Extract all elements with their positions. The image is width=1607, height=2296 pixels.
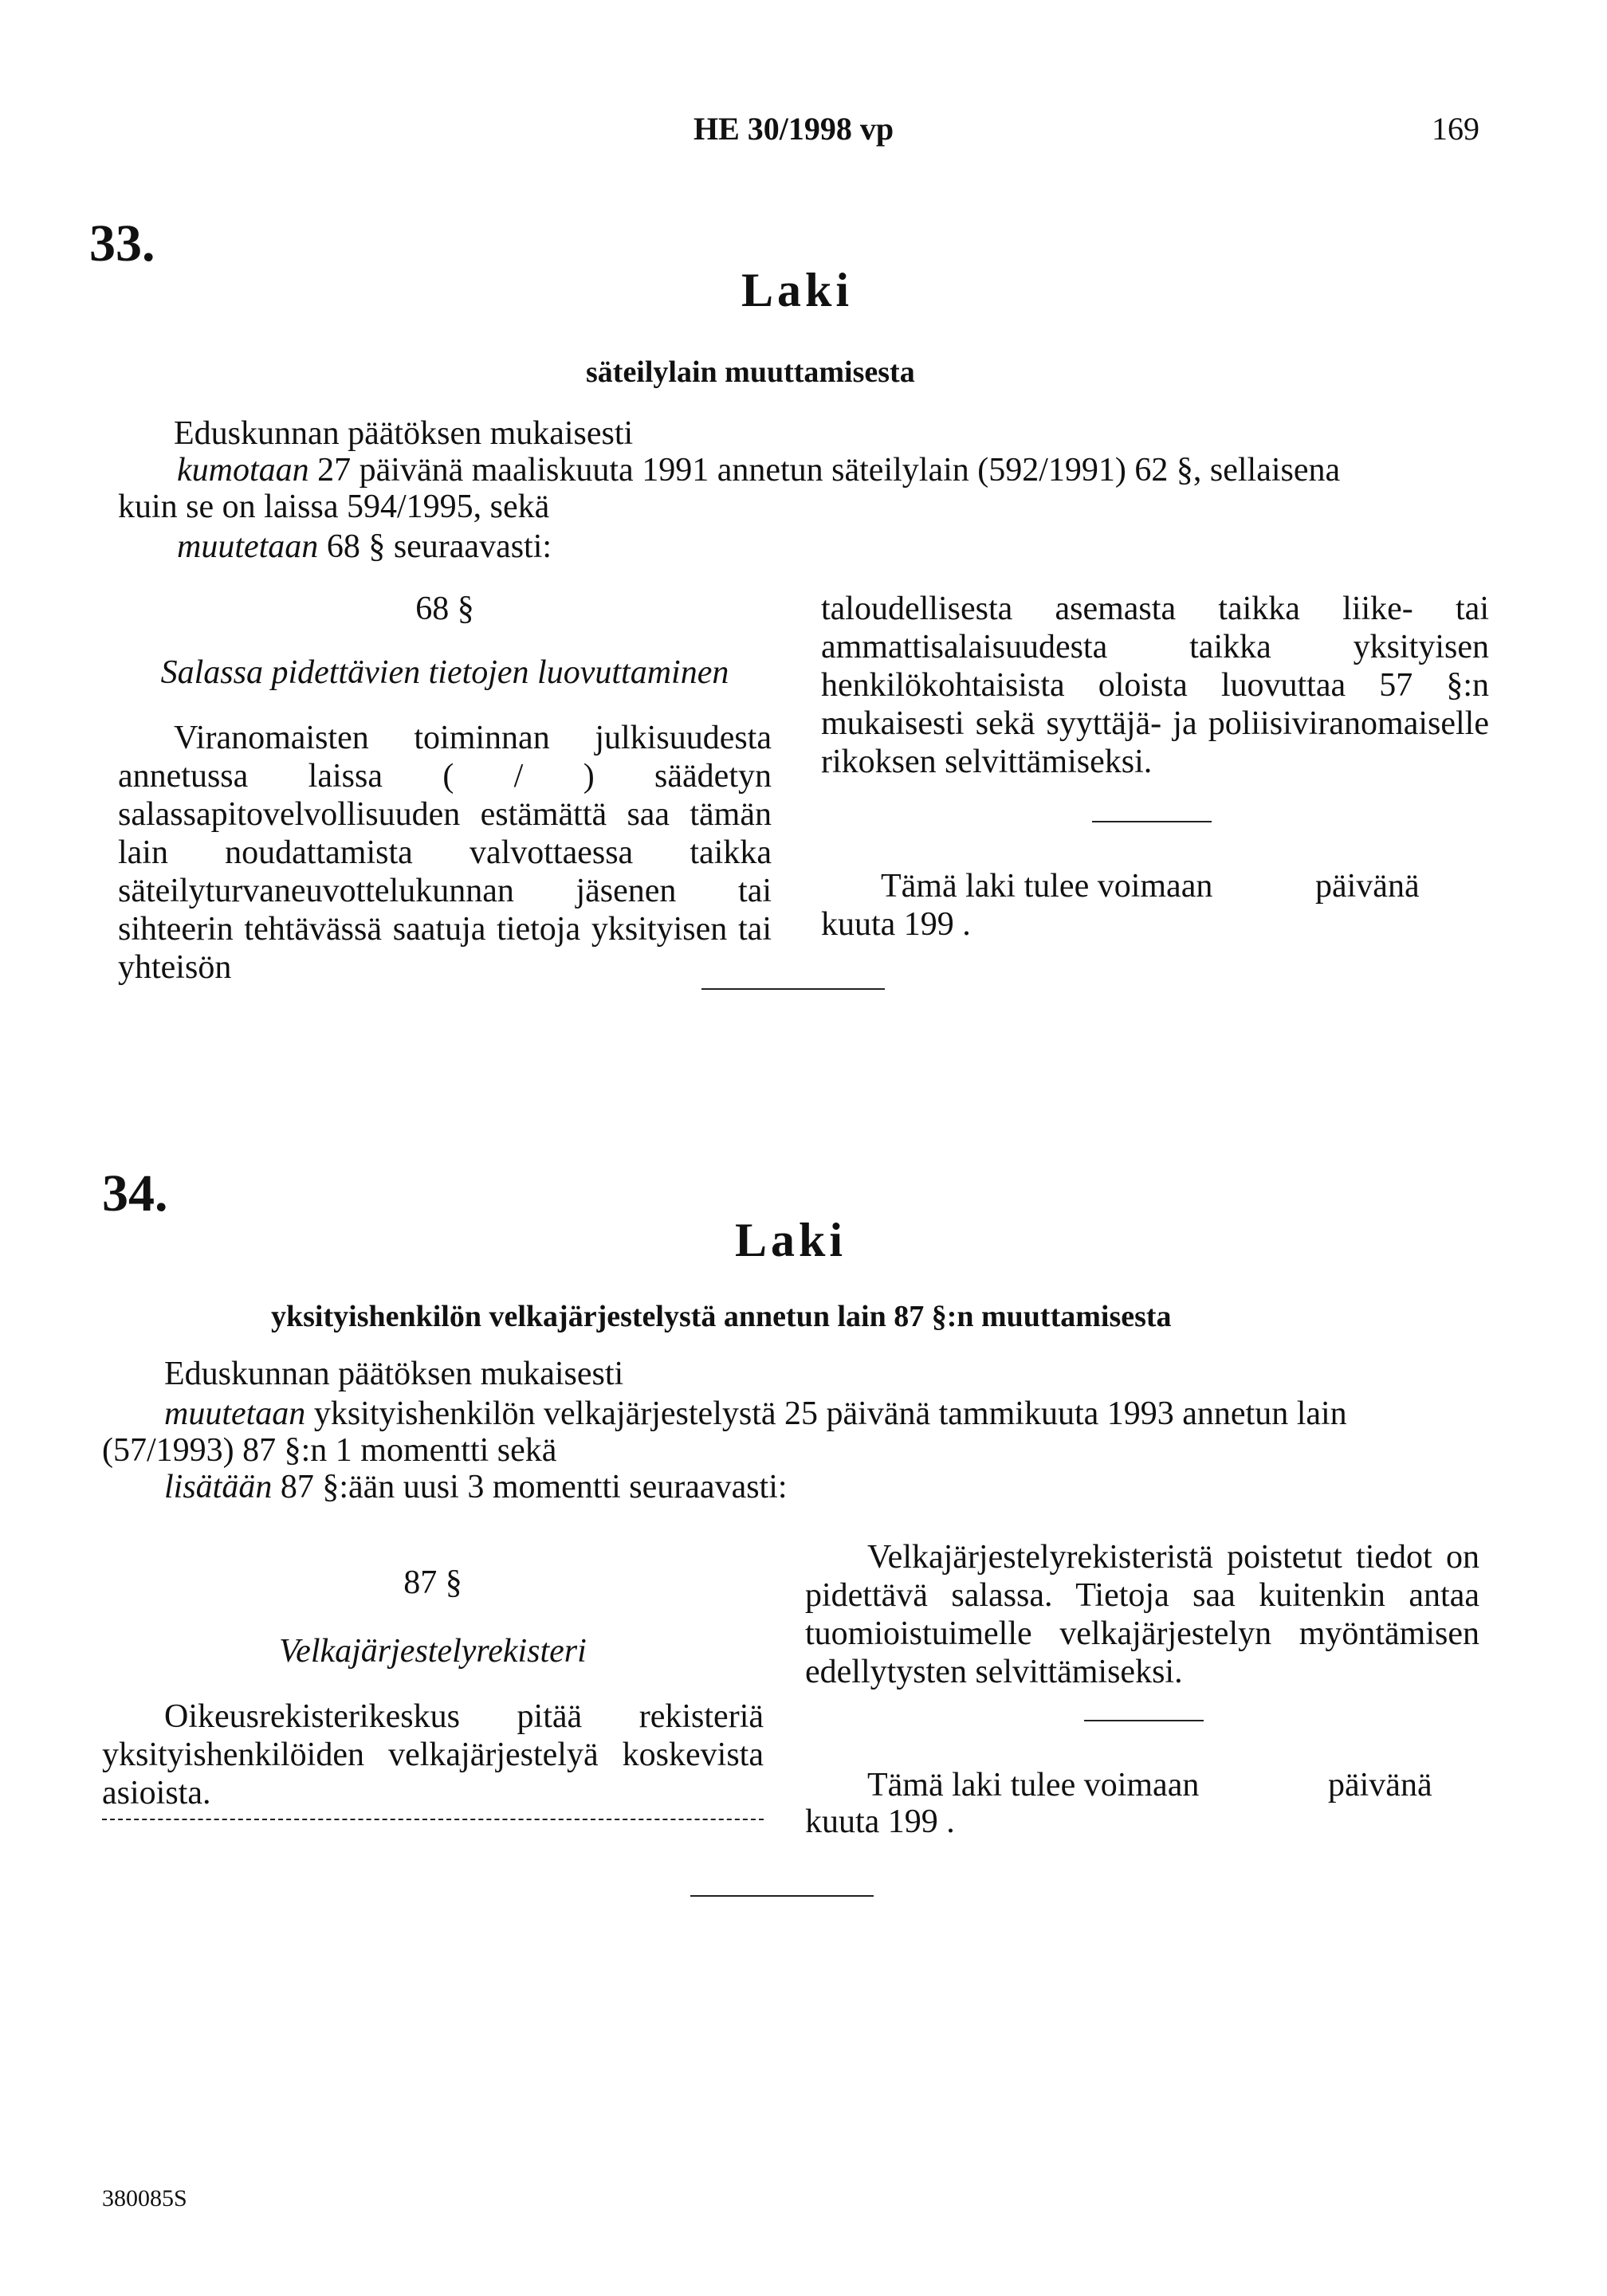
law-34-muutetaan-line (164, 1395, 1347, 1433)
law-33-effective-b: päivänä (1315, 868, 1420, 905)
kumotaan-keyword: kumotaan (177, 452, 309, 489)
law-33-kumotaan-line (177, 451, 1340, 489)
law-33-effective-a: Tämä laki tulee voimaan (881, 868, 1213, 905)
law-34-lisataan-line (164, 1468, 788, 1506)
law-34-short-divider (1084, 1720, 1204, 1721)
law-34-section-number: 87 § (403, 1564, 462, 1601)
law-33-subtitle: säteilylain muuttamisesta (586, 355, 915, 389)
muutetaan-text: 68 § seuraavasti: (318, 528, 552, 565)
lisataan-keyword: lisätään (164, 1469, 273, 1505)
law-34-number: 34. (102, 1164, 168, 1223)
running-header: HE 30/1998 vp (693, 111, 894, 147)
law-33-number: 33. (89, 214, 155, 273)
law-34-muutetaan-line2: (57/1993) 87 §:n 1 momentti sekä (102, 1432, 557, 1469)
muutetaan-keyword: muutetaan (177, 528, 319, 565)
law-34-intro: Eduskunnan päätöksen mukaisesti (164, 1356, 624, 1392)
print-code: 380085S (102, 2185, 187, 2212)
law-34-right-column-text: Velkajärjestelyrekisteristä poistetut tiedot on pidettävä salassa. Tietoja saa kuitenkin antaa tuomioistuimelle velkajärjestelyn myöntämisen edellytysten selvittämiseksi. (805, 1539, 1479, 1690)
muutetaan-keyword: muutetaan (164, 1395, 306, 1432)
law-33-heading: Laki (741, 264, 854, 316)
law-33-section-number: 68 § (415, 591, 474, 627)
law-33-effective-line2: kuuta 199 . (821, 906, 971, 943)
law-34-end-divider (690, 1895, 874, 1897)
law-34-section-title: Velkajärjestelyrekisteri (279, 1633, 587, 1670)
law-33-left-column-text: Viranomaisten toiminnan julkisuudesta annetussa laissa ( / ) säädetyn salassapitovelvollisuuden estämättä saa tämän lain noudattamista valvottaessa taikka säteilyturvaneuvottelukunnan jäsenen tai sihteerin tehtävässä saatuja tietoja yksityisen tai yhteisön (118, 720, 772, 986)
law-33-short-divider (1092, 821, 1212, 822)
law-33-intro: Eduskunnan päätöksen mukaisesti (174, 415, 634, 452)
law-34-omission-dashes (102, 1819, 764, 1820)
muutetaan-text: yksityishenkilön velkajärjestelystä 25 päivänä tammikuuta 1993 annetun lain (305, 1395, 1347, 1432)
page-number: 169 (1432, 111, 1479, 147)
kumotaan-text: 27 päivänä maaliskuuta 1991 annetun säteilylain (592/1991) 62 §, sellaisena (308, 452, 1341, 489)
lisataan-text: 87 §:ään uusi 3 momentti seuraavasti: (272, 1469, 788, 1505)
law-34-heading: Laki (735, 1214, 847, 1266)
law-34-subtitle: yksityishenkilön velkajärjestelystä annetun lain 87 §:n muuttamisesta (271, 1300, 1172, 1333)
law-33-right-column-text: taloudellisesta asemasta taikka liike- tai ammattisalaisuudesta taikka yksityisen henkilökohtaisista oloista luovuttaa 57 §:n mukaisesti sekä syyttäjä- ja poliisiviranomaiselle rikoksen selvittämiseksi. (821, 591, 1489, 780)
law-33-muutetaan-line (177, 528, 552, 566)
law-34-effective-b: päivänä (1328, 1767, 1432, 1803)
law-33-end-divider (701, 988, 885, 990)
law-34-effective-line2: kuuta 199 . (805, 1803, 955, 1840)
law-34-effective-a: Tämä laki tulee voimaan (867, 1767, 1200, 1803)
law-33-kumotaan-line2: kuin se on laissa 594/1995, sekä (118, 489, 550, 525)
law-34-left-column-text: Oikeusrekisterikeskus pitää rekisteriä yksityishenkilöiden velkajärjestelyä koskevista asioista. (102, 1698, 764, 1811)
law-33-section-title: Salassa pidettävien tietojen luovuttaminen (160, 654, 729, 691)
